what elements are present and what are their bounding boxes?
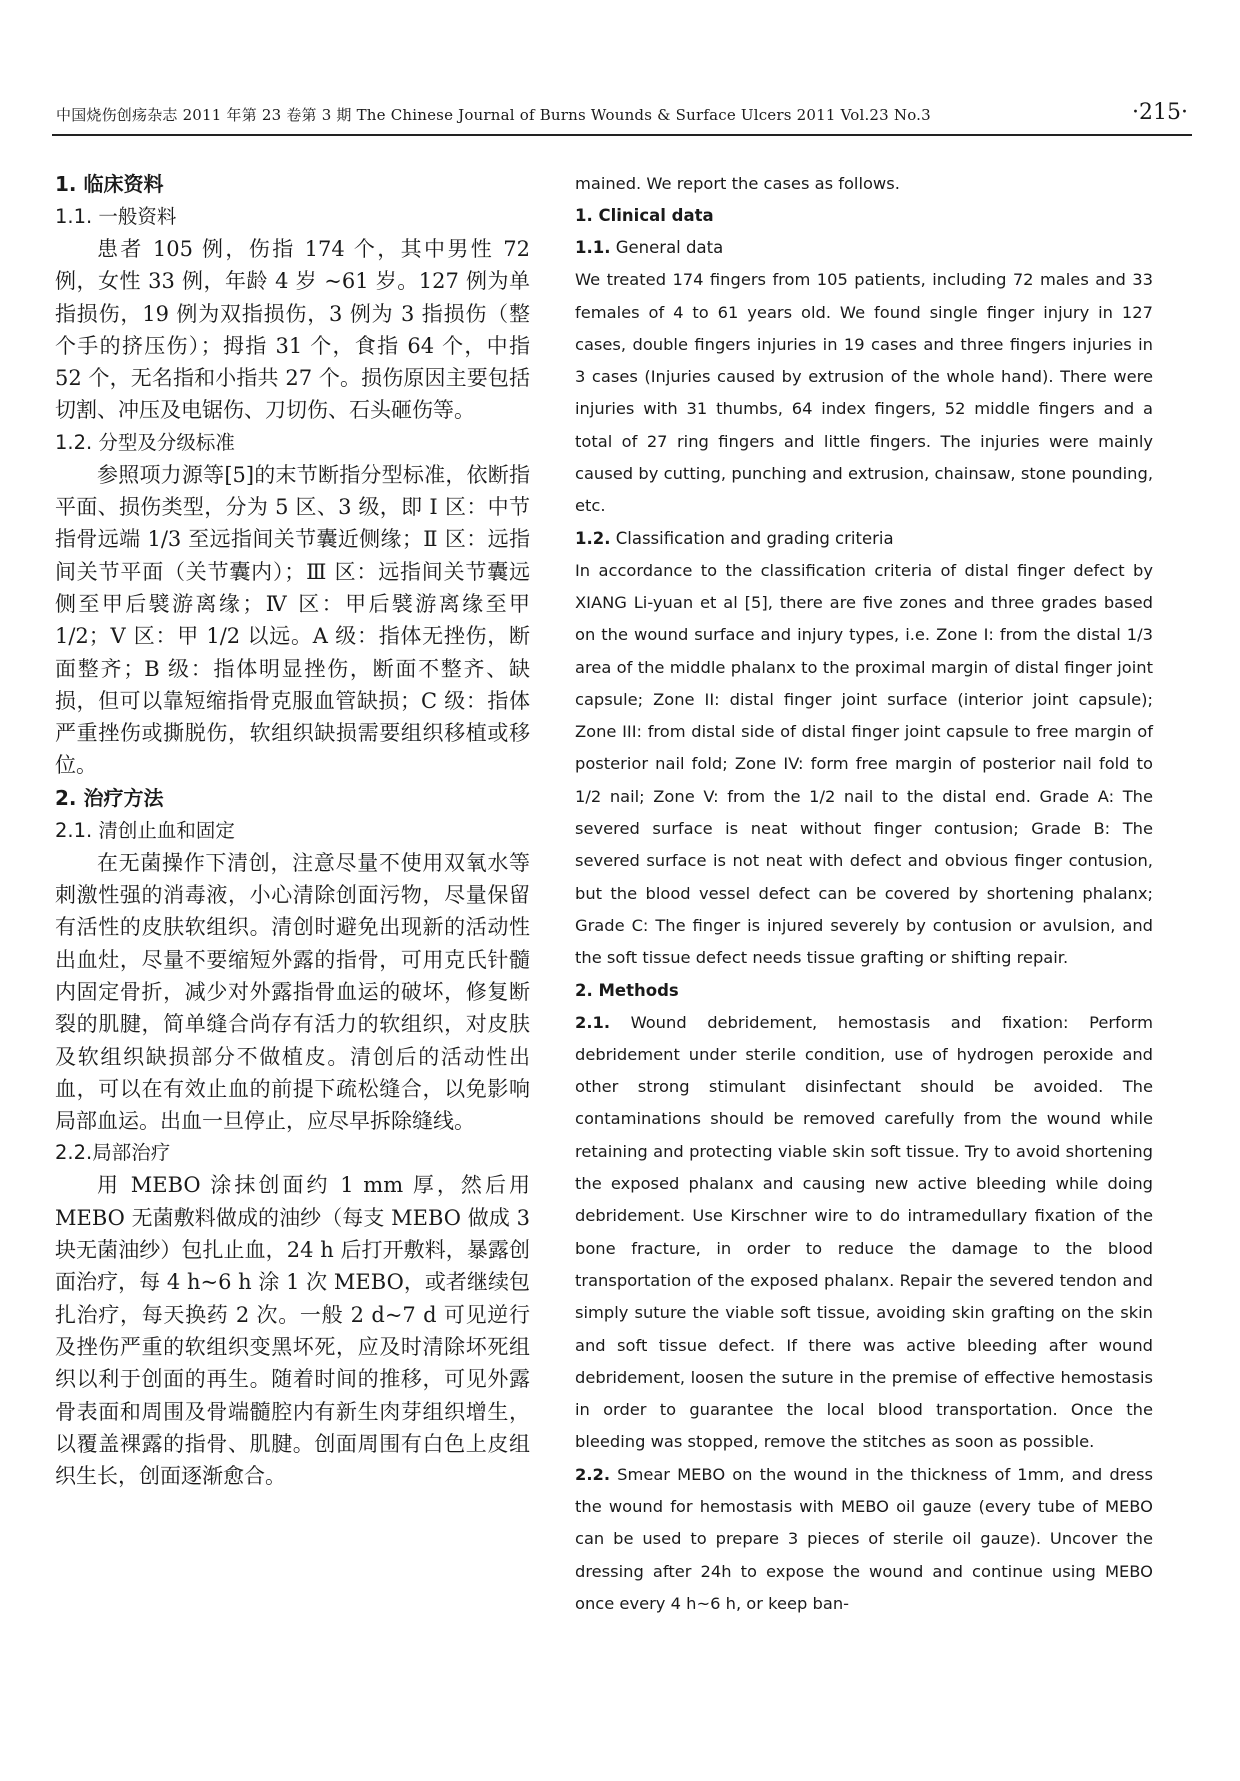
cn-paragraph-debridement: 在无菌操作下清创，注意尽量不使用双氧水等刺激性强的消毒液，小心清除创面污物，尽量保留有活性的皮肤软组织。清创时避免出现新的活动性出血灶，尽量不要缩短外露的指骨，可用克氏针髓内固定骨折，减少对外露指骨血运的破坏，修复断裂的肌腱，简单缝合尚存有活力的软组织，对皮肤及软组织缺损部分不做植皮。清创后的活动性出血，可以在有效止血的前提下疏松缝合，以免影响局部血运。出血一旦停止，应尽早拆除缝线。 [55, 850, 530, 1134]
en-heading-number: 1.2. [575, 528, 611, 548]
cn-heading-local-treatment: 2.2.局部治疗 [55, 1141, 171, 1165]
en-heading-methods: 2. Methods [575, 980, 679, 1000]
en-heading-number: 1.1. [575, 238, 611, 258]
en-heading-text: Classification and grading criteria [610, 528, 894, 548]
en-heading-clinical-data: 1. Clinical data [575, 206, 714, 226]
running-header [52, 100, 1192, 136]
english-column [575, 168, 1153, 1620]
page-number: ·215· [1132, 100, 1188, 125]
en-paragraph-intro: mained. We report the cases as follows. [575, 174, 900, 193]
cn-paragraph-local-treatment: 用 MEBO 涂抹创面约 1 mm 厚，然后用 MEBO 无菌敷料做成的油纱（每支 MEBO 做成 3 块无菌油纱）包扎止血，24 h 后打开敷料，暴露创面治疗，每 4 h~6 h 涂 1 次 MEBO，或者继续包扎治疗，每天换药 2 次。一般 2 d~7 d 可见逆行及挫伤严重的软组织变黑坏死，应及时清除坏死组织以利于创面的再生。随着时间的推移，可见外露骨表面和周围及骨端髓腔内有新生肉芽组织增生，以覆盖裸露的指骨、肌腱。创面周围有白色上皮组织生长，创面逐渐愈合。 [55, 1173, 530, 1489]
en-paragraph-debridement [575, 1007, 1153, 1459]
cn-paragraph-classification: 参照项力源等[5]的末节断指分型标准，依断指平面、损伤类型，分为 5 区、3 级，即 Ⅰ 区：中节指骨远端 1/3 至远指间关节囊近侧缘；Ⅱ 区：远指间关节平面（关节囊内）；Ⅲ 区：远指间关节囊远侧至甲后襞游离缘；Ⅳ 区：甲后襞游离缘至甲 1/2；Ⅴ 区：甲 1/2 以远。A 级：指体无挫伤，断面整齐；B 级：指体明显挫伤，断面不整齐、缺损，但可以靠短缩指骨克服血管缺损；C 级：指体严重挫伤或撕脱伤，软组织缺损需要组织移植或移位。 [55, 462, 530, 778]
en-paragraph-number: 2.1. [575, 1012, 611, 1032]
cn-heading-debridement: 2.1. 清创止血和固定 [55, 818, 235, 842]
en-heading-general-data [575, 232, 1153, 264]
en-heading-text: General data [610, 238, 724, 258]
cn-heading-clinical-data: 1. 临床资料 [55, 172, 164, 196]
en-heading-classification [575, 523, 1153, 555]
cn-heading-general-data: 1.1. 一般资料 [55, 205, 177, 228]
en-paragraph-general-data: We treated 174 fingers from 105 patients, including 72 males and 33 females of 4 to 61 years old. We found single finger injury in 127 cases, double fingers injuries in 19 cases and three fingers injuries in 3 cases (Injuries caused by extrusion of the whole hand). There were injuries with 31 thumbs, 64 index fingers, 52 middle fingers and a total of 27 ring fingers and little fingers. The injuries were mainly caused by cutting, punching and extrusion, chainsaw, stone pounding, etc. [575, 270, 1153, 516]
chinese-column [55, 168, 530, 1492]
en-paragraph-text: Wound debridement, hemostasis and fixation: Perform debridement under sterile condition, use of hydrogen peroxide and other strong stimulant disinfectant should be avoided. The contaminations should be removed carefully from the wound while retaining and protecting viable skin soft tissue. Try to avoid shortening the exposed phalanx and causing new active bleeding while doing debridement. Use Kirschner wire to do intramedullary fixation of the bone fracture, in order to reduce the damage to the blood transportation of the exposed phalanx. Repair the severed tendon and simply suture the viable soft tissue, avoiding skin grafting on the skin and soft tissue defect. If there was active bleeding after wound debridement, loosen the suture in the premise of effective hemostasis in order to guarantee the local blood transportation. Once the bleeding was stopped, remove the stitches as soon as possible. [575, 1012, 1153, 1452]
en-paragraph-number: 2.2. [575, 1464, 611, 1484]
en-paragraph-local-treatment [575, 1459, 1153, 1620]
cn-paragraph-general-data: 患者 105 例，伤指 174 个，其中男性 72 例，女性 33 例，年龄 4 岁 ~61 岁。127 例为单指损伤，19 例为双指损伤，3 例为 3 指损伤（整个手的挤压伤）；拇指 31 个，食指 64 个，中指 52 个，无名指和小指共 27 个。损伤原因主要包括切割、冲压及电锯伤、刀切伤、石头砸伤等。 [55, 237, 530, 423]
en-paragraph-text: Smear MEBO on the wound in the thickness of 1mm, and dress the wound for hemostasis with MEBO oil gauze (every tube of MEBO can be used to prepare 3 pieces of sterile oil gauze). Uncover the dressing after 24h to expose the wound and continue using MEBO once every 4 h~6 h, or keep ban- [575, 1464, 1153, 1613]
en-paragraph-classification: In accordance to the classification criteria of distal finger defect by XIANG Li-yuan et al [5], there are five zones and three grades based on the wound surface and injury types, i.e. Zone I: from the distal 1/3 area of the middle phalanx to the proximal margin of distal finger joint capsule; Zone II: distal finger joint surface (interior joint capsule); Zone III: from distal side of distal finger joint capsule to free margin of posterior nail fold; Zone IV: form free margin of posterior nail fold to 1/2 nail; Zone V: from the 1/2 nail to the distal end. Grade A: The severed surface is neat without finger contusion; Grade B: The severed surface is not neat with defect and obvious finger contusion, but the blood vessel defect can be covered by shortening phalanx; Grade C: The finger is injured severely by contusion or avulsion, and the soft tissue defect needs tissue grafting or shifting repair. [575, 560, 1153, 968]
cn-heading-methods: 2. 治疗方法 [55, 785, 164, 810]
running-title: 中国烧伤创疡杂志 2011 年第 23 卷第 3 期 The Chinese Journal of Burns Wounds & Surface Ulcers 2011 Vol.23 No.3 [56, 106, 931, 124]
cn-heading-classification: 1.2. 分型及分级标准 [55, 430, 235, 454]
